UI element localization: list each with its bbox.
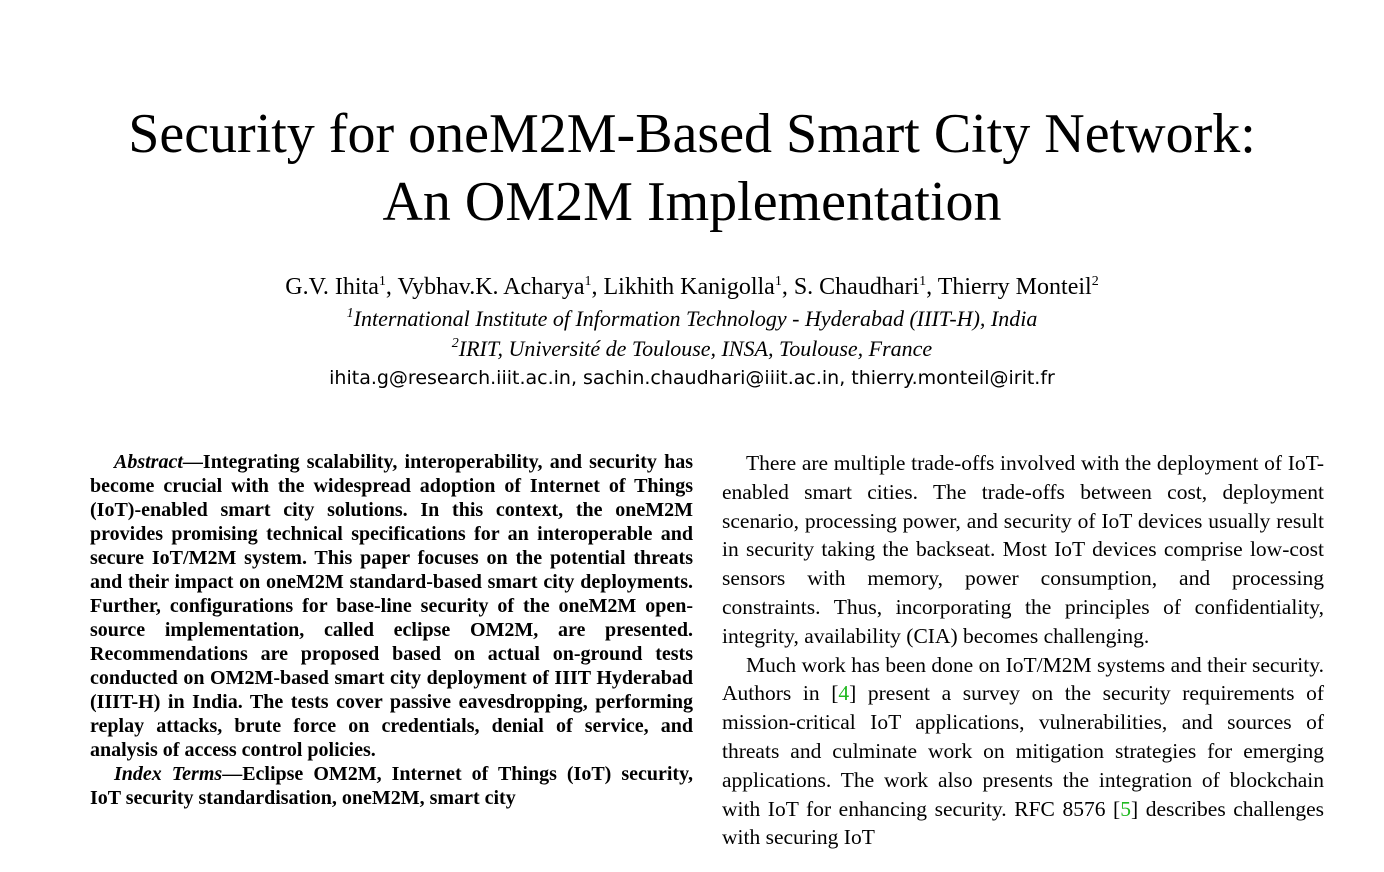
body-text: ] describes challenges with securing IoT (722, 796, 1325, 850)
author-name: G.V. Ihita (285, 274, 379, 300)
left-column (90, 450, 693, 810)
abstract-text: —Integrating scalability, interoperability, and security has become crucial with the widespread adoption of Internet of Things (IoT)-enabled smart city solutions. In this context, the oneM2M provides promising technical specifications for an interoperable and secure IoT/M2M system. This paper focuses on the potential threats and their impact on oneM2M standard-based smart city deployments. Further, configurations for base-line security of the oneM2M open-source implementation, called eclipse OM2M, are presented. Recommendations are proposed based on actual on-ground tests conducted on OM2M-based smart city deployment of IIIT Hyderabad (IIIT-H) in India. The tests cover passive eavesdropping, performing replay attacks, brute force on credentials, denial of service, and analysis of access control policies. (90, 451, 693, 761)
author-name: S. Chaudhari (793, 274, 920, 300)
author-affiliation-mark: 2 (1091, 274, 1099, 289)
affiliation-2 (0, 335, 1384, 363)
author-name: Likhith Kanigolla (603, 274, 775, 300)
affiliation-text: IRIT, Université de Toulouse, INSA, Toulouse, France (458, 336, 933, 361)
author-affiliation-mark: 1 (584, 274, 592, 289)
abstract (90, 450, 693, 762)
author-name: Thierry Monteil (937, 274, 1092, 300)
abstract-label: Abstract (114, 451, 183, 473)
paper-title-line2: An OM2M Implementation (382, 171, 1002, 233)
affiliation-number: 2 (451, 336, 459, 351)
author-affiliation-mark: 1 (774, 274, 782, 289)
body-text: Much work has been done on IoT/M2M systems and their security. Authors in [ (722, 652, 1324, 706)
paper-title (0, 100, 1384, 236)
citation-link[interactable]: 4 (838, 681, 850, 706)
affiliation-number: 1 (346, 306, 354, 321)
index-terms-text: —Eclipse OM2M, Internet of Things (IoT) security, IoT security standardisation, oneM2M, smart city (90, 763, 693, 809)
citation-link[interactable]: 5 (1120, 796, 1131, 821)
body-text: ] present a survey on the security requirements of mission-critical IoT applications, vulnerabilities, and sources of threats and culminate work on mitigation strategies for emerging applications. The work also presents the integration of blockchain with IoT for enhancing security. RFC 8576 [ (722, 681, 1325, 821)
affiliation-1 (0, 305, 1384, 333)
author-name: Vybhav.K. Acharya (397, 274, 585, 300)
affiliation-text: International Institute of Information Technology - Hyderabad (IIIT-H), India (353, 306, 1038, 331)
body-paragraph-2 (722, 651, 1324, 853)
right-column (722, 449, 1324, 852)
author-emails: ihita.g@research.iiit.ac.in, sachin.chaudhari@iiit.ac.in, thierry.monteil@irit.fr (329, 367, 1055, 389)
body-paragraph-1: There are multiple trade-offs involved with the deployment of IoT-enabled smart cities. The trade-offs between cost, deployment scenario, processing power, and security of IoT devices usually result in security taking the backseat. Most IoT devices comprise low-cost sensors with memory, power consumption, and processing constraints. Thus, incorporating the principles of confidentiality, integrity, availability (CIA) becomes challenging. (722, 451, 1324, 648)
author-list: G.V. Ihita$^1$, Vybhav.K. Acharya$^1$, Likhith Kanigolla$^1$, S. Chaudhari$^1$, Thierry Monteil$^2$ (285, 274, 1099, 300)
author-affiliation-mark: 1 (919, 274, 927, 289)
index-terms (90, 762, 693, 810)
index-terms-label: Index Terms (114, 763, 223, 785)
paper-title-line1: Security for oneM2M-Based Smart City Network: (128, 103, 1256, 165)
author-affiliation-mark: 1 (378, 274, 386, 289)
